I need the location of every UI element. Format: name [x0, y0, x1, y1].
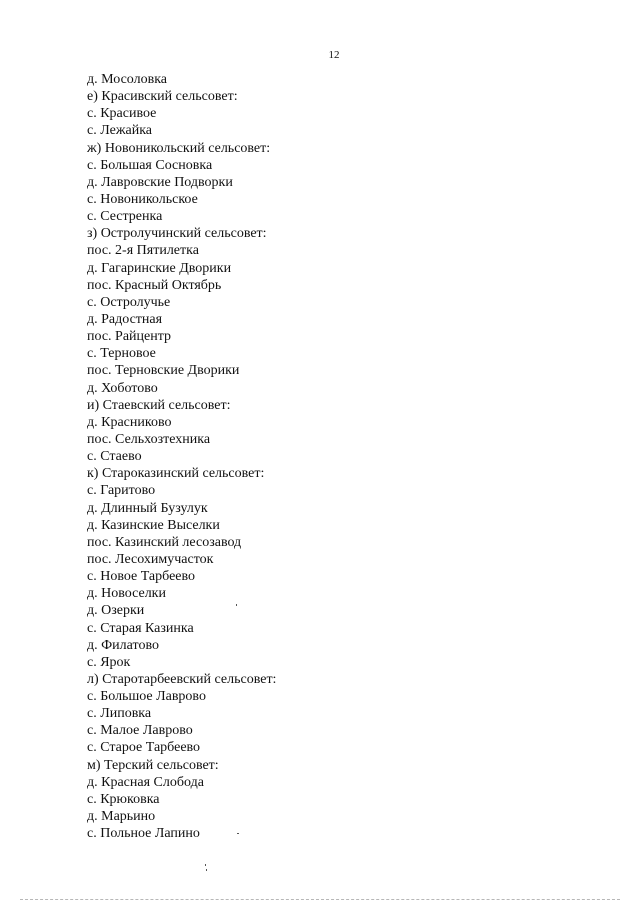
list-line: л) Старотарбеевский сельсовет:	[87, 671, 277, 687]
list-line: с. Гаритово	[87, 483, 156, 499]
list-line: с. Новое Тарбеево	[87, 569, 196, 585]
list-line: с. Лежайка	[87, 123, 153, 139]
list-line: е) Красивский сельсовет:	[87, 89, 238, 105]
list-line: с. Малое Лаврово	[87, 723, 193, 739]
list-line: д. Новоселки	[87, 586, 166, 602]
list-line: с. Липовка	[87, 706, 152, 722]
list-line: д. Лавровские Подворки	[87, 174, 233, 190]
list-line: с. Большое Лаврово	[87, 689, 206, 705]
list-line: с. Большая Сосновка	[87, 157, 213, 173]
list-line: з) Остролучинский сельсовет:	[87, 226, 267, 242]
scan-speck	[205, 864, 206, 866]
settlement-list	[87, 71, 276, 842]
list-line: с. Терновое	[87, 346, 156, 362]
list-line: с. Старая Казинка	[87, 620, 194, 636]
list-line: с. Польное Лапино	[87, 826, 200, 842]
list-line: д. Марьино	[87, 809, 156, 825]
list-line: с. Остролучье	[87, 294, 171, 310]
list-line: с. Сестренка	[87, 209, 163, 225]
scan-edge	[20, 899, 620, 901]
list-line: пос. Красный Октябрь	[87, 277, 222, 293]
list-line: ж) Новоникольский сельсовет:	[87, 140, 271, 156]
list-line: д. Озерки	[87, 603, 145, 619]
list-line: пос. Сельхозтехника	[87, 431, 211, 447]
list-line: д. Хоботово	[87, 380, 158, 396]
list-line: д. Красная Слобода	[87, 774, 204, 790]
list-line: д. Длинный Бузулук	[87, 500, 208, 516]
list-line: пос. Райцентр	[87, 329, 172, 345]
list-line: с. Крюковка	[87, 791, 160, 807]
list-line: и) Стаевский сельсовет:	[87, 397, 231, 413]
list-line: с. Красивое	[87, 106, 157, 122]
list-line: с. Стаево	[87, 449, 142, 465]
list-line: д. Мосоловка	[87, 72, 168, 87]
list-line: с. Старое Тарбеево	[87, 740, 201, 756]
list-line: с. Новоникольское	[87, 191, 198, 207]
list-line: пос. 2-я Пятилетка	[87, 243, 199, 259]
scan-speck	[237, 833, 239, 834]
list-line: д. Красниково	[87, 414, 172, 430]
list-line: д. Казинские Выселки	[87, 517, 220, 533]
list-line: с. Ярок	[87, 654, 131, 670]
list-line: пос. Лесохимучасток	[87, 551, 214, 567]
list-line: м) Терский сельсовет:	[87, 757, 219, 773]
list-line: пос. Казинский лесозавод	[87, 534, 242, 550]
scan-speck	[206, 869, 207, 871]
list-line: пос. Терновские Дворики	[87, 363, 240, 379]
list-line: к) Староказинский сельсовет:	[87, 466, 265, 482]
list-line: д. Филатово	[87, 637, 159, 653]
list-line: д. Гагаринские Дворики	[87, 260, 232, 276]
scan-speck	[236, 604, 237, 606]
page-number: 12	[328, 49, 340, 61]
list-line: д. Радостная	[87, 311, 163, 327]
